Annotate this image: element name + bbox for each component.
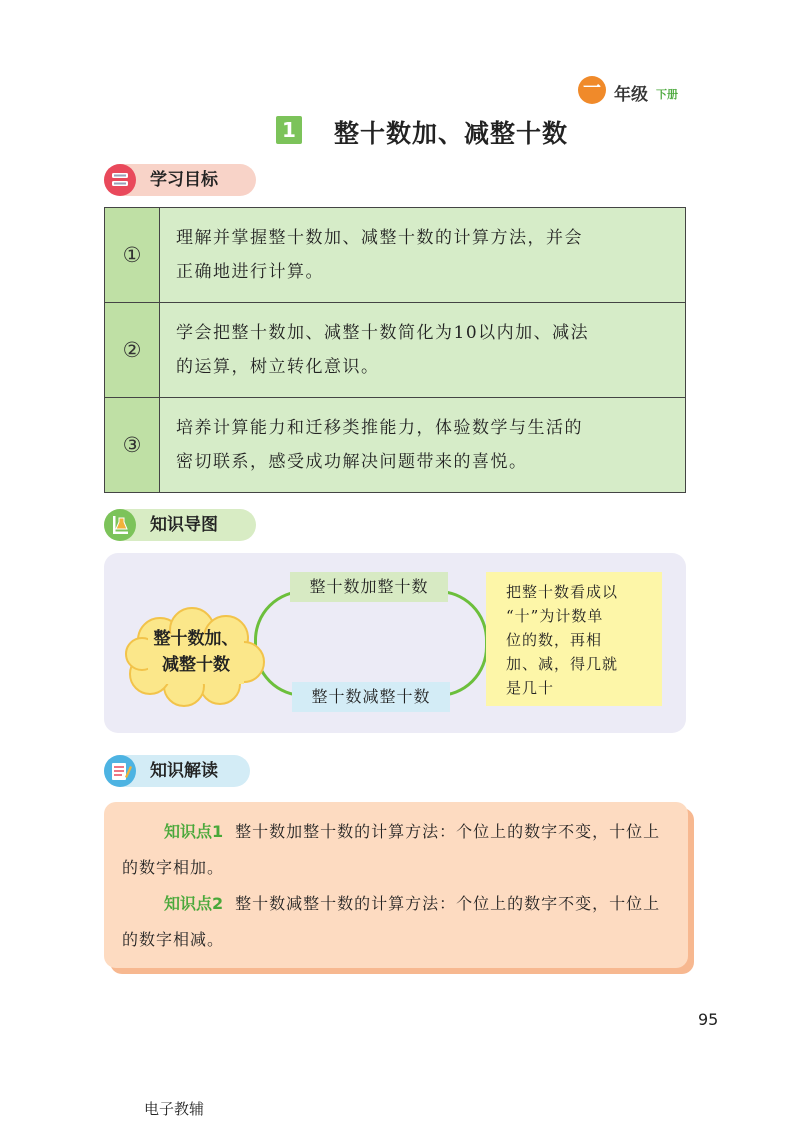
map-center-topic [142,626,250,678]
objective-text [160,303,685,397]
grade-badge: 一 [578,76,606,104]
knowledge-point-label: 知识点2 [164,894,224,913]
objective-number: ① [105,208,160,302]
knowledge-point-text: 整十数减整十数的计算方法：个位上的数字不变，十位上的数字相减。 [122,894,661,949]
volume-label: 下册 [656,88,678,101]
objective-row [105,302,685,397]
objective-number: ② [105,303,160,397]
objective-line: 正确地进行计算。 [176,262,324,282]
objective-row [105,208,685,302]
map-note [486,572,662,706]
map-note-line: 加、减，得几就 [506,655,619,673]
lesson-number: 1 [276,116,302,144]
grade-label: 年级 [614,85,648,105]
footer-label: 电子教辅 [144,1100,205,1118]
page-title: 整十数加、减整十数 [334,119,569,148]
flask-icon [104,509,136,541]
knowledge-point [122,814,672,886]
objective-row [105,397,685,492]
map-center-line: 减整十数 [162,655,230,675]
objective-number: ③ [105,398,160,492]
map-note-line: 是几十 [506,679,555,697]
map-center-line: 整十数加、 [153,629,239,649]
objective-text [160,208,685,302]
knowledge-point-text: 整十数加整十数的计算方法：个位上的数字不变，十位上的数字相加。 [122,822,661,877]
map-note-line: 把整十数看成以 [506,583,619,601]
section-heading-knowledge-map: 知识导图 [150,515,218,535]
knowledge-point [122,886,672,958]
objective-line: 的运算，树立转化意识。 [176,357,380,377]
map-note-line: 位的数，再相 [506,631,603,649]
objective-line: 理解并掌握整十数加、减整十数的计算方法，并会 [176,228,583,248]
knowledge-point-label: 知识点1 [164,822,224,841]
interpretation-panel [104,802,688,968]
map-branch-add: 整十数加整十数 [290,572,448,602]
objective-line: 培养计算能力和迁移类推能力，体验数学与生活的 [176,418,583,438]
section-heading-interpretation: 知识解读 [150,761,218,781]
objective-line: 学会把整十数加、减整十数简化为10以内加、减法 [176,323,590,343]
map-note-line: “十”为计数单 [506,607,604,625]
map-connector [254,590,488,697]
book-stack-icon [104,164,136,196]
page-number: 95 [698,1010,719,1029]
objective-text [160,398,685,492]
map-branch-subtract: 整十数减整十数 [292,682,450,712]
notepad-pencil-icon [104,755,136,787]
objective-line: 密切联系，感受成功解决问题带来的喜悦。 [176,452,528,472]
objectives-table [104,207,686,493]
section-heading-objectives: 学习目标 [150,170,218,190]
